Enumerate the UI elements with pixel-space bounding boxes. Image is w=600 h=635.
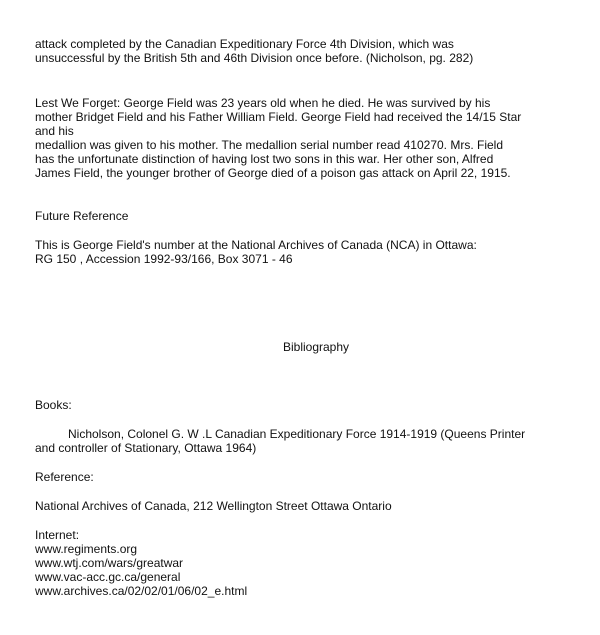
reference-heading: Reference: — [35, 470, 94, 484]
lest-we-forget-line-4: medallion was given to his mother. The medallion serial number read 410270. Mrs. Field — [35, 138, 504, 152]
intro-line-1: attack completed by the Canadian Expeditionary Force 4th Division, which was — [35, 37, 454, 51]
lest-we-forget-line-2: mother Bridget Field and his Father William Field. George Field had received the 14/15 Star — [35, 110, 522, 124]
future-reference-heading: Future Reference — [35, 209, 129, 223]
books-heading: Books: — [35, 398, 72, 412]
book-entry-line-2: and controller of Stationary, Ottawa 1964) — [35, 441, 257, 455]
lest-we-forget-line-3: and his — [35, 124, 74, 138]
reference-entry: National Archives of Canada, 212 Wellington Street Ottawa Ontario — [35, 499, 392, 513]
internet-heading: Internet: — [35, 528, 80, 542]
intro-line-2: unsuccessful by the British 5th and 46th Division once before. (Nicholson, pg. 282) — [35, 51, 474, 65]
lest-we-forget-line-6: James Field, the younger brother of George died of a poison gas attack on April 22, 1915. — [35, 166, 511, 180]
internet-link-3: www.vac-acc.gc.ca/general — [35, 570, 181, 584]
lest-we-forget-line-5: has the unfortunate distinction of having lost two sons in this war. Her other son, Alfred — [35, 152, 494, 166]
lest-we-forget-line-1: Lest We Forget: George Field was 23 years old when he died. He was survived by his — [35, 96, 491, 110]
internet-link-4: www.archives.ca/02/02/01/06/02_e.html — [35, 584, 248, 598]
book-entry-line-1: Nicholson, Colonel G. W .L Canadian Expeditionary Force 1914-1919 (Queens Printer — [68, 427, 526, 441]
future-reference-line-1: This is George Field's number at the National Archives of Canada (NCA) in Ottawa: — [35, 238, 477, 252]
internet-link-2: www.wtj.com/wars/greatwar — [35, 556, 184, 570]
future-reference-line-2: RG 150 , Accession 1992-93/166, Box 3071 - 46 — [35, 252, 293, 266]
bibliography-title: Bibliography — [282, 340, 350, 354]
internet-link-1: www.regiments.org — [35, 542, 138, 556]
